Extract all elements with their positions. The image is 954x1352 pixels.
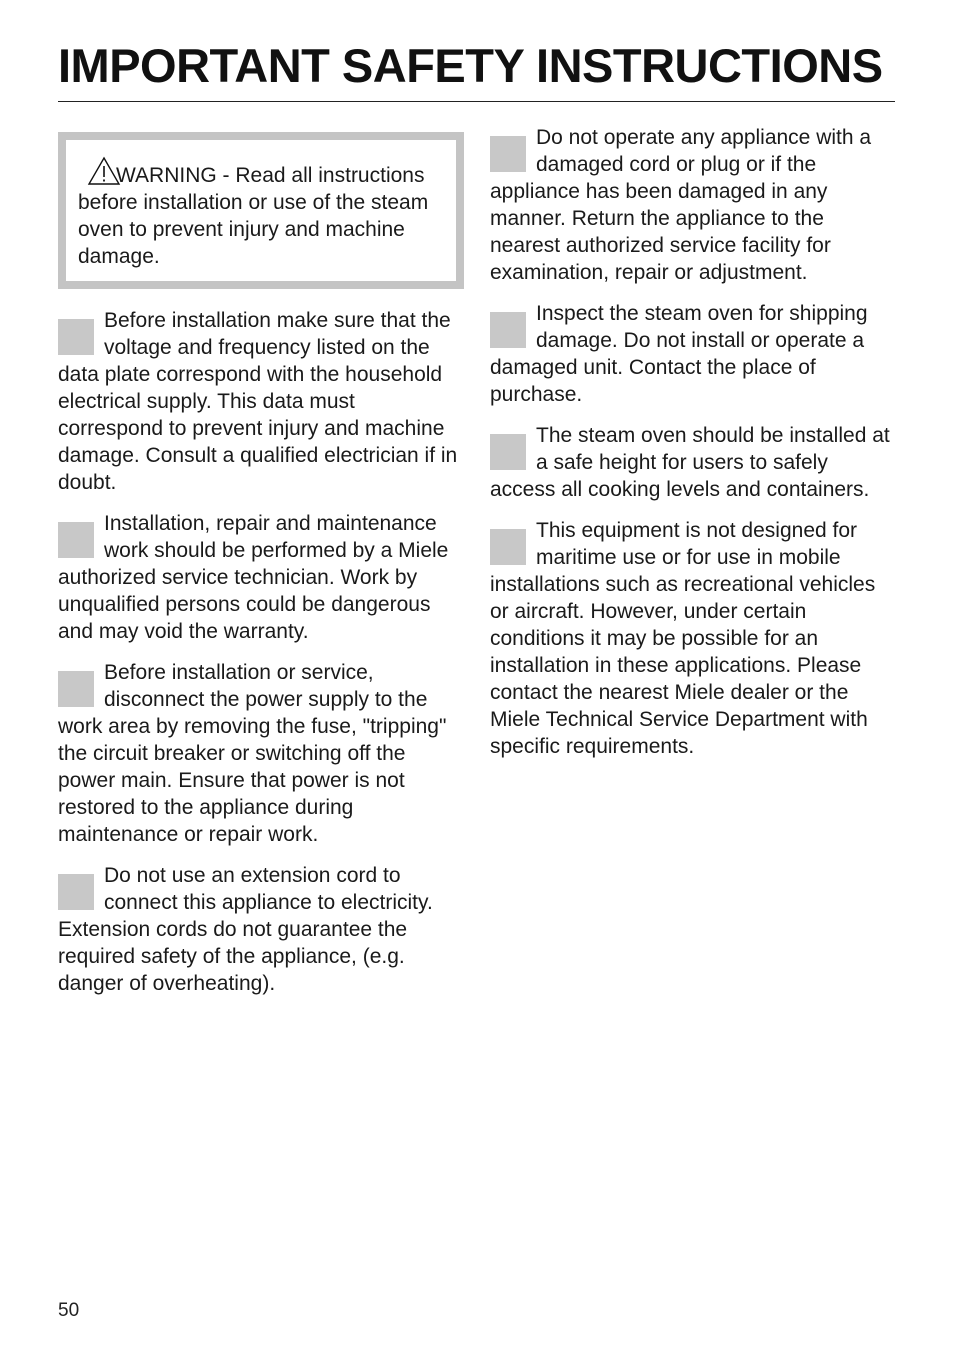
safety-item-text: Before installation or service, disconnect the power supply to the work area by removing the fuse, "tripping" the circuit breaker or switching off the power main. Ensure that power is not restored to the appliance during maintenance or repair work. <box>58 661 447 846</box>
page-title: IMPORTANT SAFETY INSTRUCTIONS <box>58 39 883 92</box>
warning-text: WARNING - Read all instructions before installation or use of the steam oven to prevent injury and machine damage. <box>78 164 429 268</box>
page-number: 50 <box>58 1300 80 1321</box>
title-divider <box>58 101 895 102</box>
safety-item <box>58 659 464 848</box>
safety-item <box>58 307 464 496</box>
safety-item-text: Do not operate any appliance with a damaged cord or plug or if the appliance has been damaged in any manner. Return the appliance to the nearest authorized service facility for examination, repair or adjustment. <box>490 126 872 284</box>
bullet-square <box>58 319 94 355</box>
left-column <box>58 132 464 1011</box>
safety-item <box>58 862 464 997</box>
bullet-square <box>490 529 526 565</box>
safety-item <box>490 422 896 503</box>
safety-item-text: This equipment is not designed for maritime use or for use in mobile installations such as recreational vehicles or aircraft. However, under certain conditions it may be possible for an installation in these applications. Please contact the nearest Miele dealer or the Miele Technical Service Department with specific requirements. <box>490 519 876 758</box>
right-column <box>490 124 896 774</box>
safety-item-text: The steam oven should be installed at a safe height for users to safely access all cooking levels and containers. <box>490 424 890 501</box>
safety-item <box>490 300 896 408</box>
safety-item <box>490 517 896 760</box>
bullet-square <box>58 522 94 558</box>
safety-item <box>490 124 896 286</box>
warning-box <box>58 132 464 289</box>
safety-item-text: Do not use an extension cord to connect this appliance to electricity. Extension cords do not guarantee the required safety of the appliance, (e.g. danger of overheating). <box>58 864 433 995</box>
bullet-square <box>58 874 94 910</box>
safety-item-text: Before installation make sure that the voltage and frequency listed on the data plate correspond with the household electrical supply. This data must correspond to prevent injury and machine damage. Consult a qualified electrician if in doubt. <box>58 309 458 494</box>
bullet-square <box>490 312 526 348</box>
safety-item <box>58 510 464 645</box>
safety-item-text: Installation, repair and maintenance work should be performed by a Miele authorized service technician. Work by unqualified persons could be dangerous and may void the warranty. <box>58 512 449 643</box>
bullet-square <box>490 136 526 172</box>
bullet-square <box>490 434 526 470</box>
safety-item-text: Inspect the steam oven for shipping damage. Do not install or operate a damaged unit. Contact the place of purchase. <box>490 302 868 406</box>
bullet-square <box>58 671 94 707</box>
